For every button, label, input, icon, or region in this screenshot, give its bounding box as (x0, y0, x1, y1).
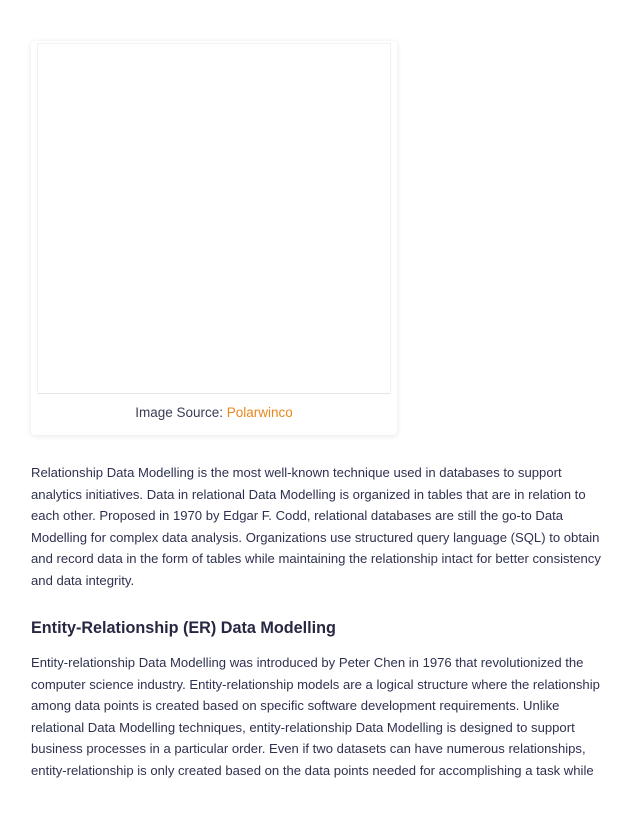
section-heading-er-modelling: Entity-Relationship (ER) Data Modelling (31, 619, 336, 637)
paragraph-relational-modelling: Relationship Data Modelling is the most well-known technique used in databases to support analytics initiatives. Data in relational Data Modelling is organized in tables that are in relation to each other. Proposed in 1970 by Edgar F. Codd, relational databases are still the go-to Data Modelling for complex data analysis. Organizations use structured query language (SQL) to obtain and record data in the form of tables while maintaining the relationship intact for better consistency and data integrity. (31, 465, 601, 588)
paragraph-er-modelling: Entity-relationship Data Modelling was introduced by Peter Chen in 1976 that revolutionized the computer science industry. Entity-relationship models are a logical structure where the relationship among data points is created based on specific software development requirements. Unlike relational Data Modelling techniques, entity-relationship Data Modelling is designed to support business processes in a particular order. Even if two datasets can have numerous relationships, entity-relationship is only created based on the data points needed for accomplishing a task while (31, 655, 600, 778)
figure-image (37, 43, 391, 394)
figure-caption (31, 404, 397, 422)
image-source-link[interactable]: Polarwinco (226, 405, 293, 420)
caption-prefix: Image Source: (135, 405, 227, 420)
figure-card (31, 41, 397, 435)
